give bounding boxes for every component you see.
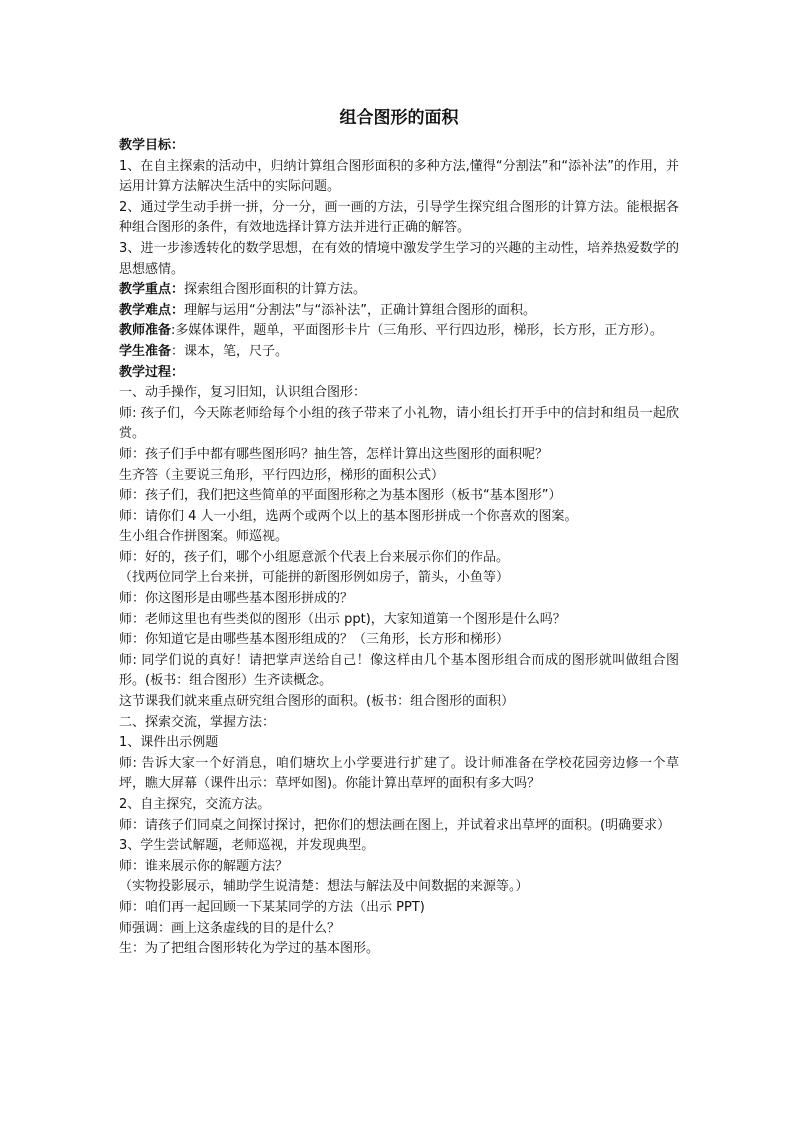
teacher-prep-text: :多媒体课件，题单，平面图形卡片（三角形、平行四边形，梯形，长方形，正方形）。 [171,323,663,339]
student-prep-label: 学生准备 [119,343,172,359]
paragraph: 师：孩子们，我们把这些简单的平面图形称之为基本图形（板书“基本图形”） [119,488,562,504]
key-point-label: 教学重点： [119,282,185,298]
difficulty-text: 理解与运用“分割法”与“添补法”，正确计算组合图形的面积。 [184,302,536,318]
key-point-line [119,280,679,301]
paragraph: 师：请孩子们同桌之间探讨探讨，把你们的想法画在图上，并试着求出草坪的面积。(明确要求） [119,817,671,833]
paragraph: 1、课件出示例题 [119,735,219,751]
paragraph: （实物投影展示，辅助学生说清楚：想法与解法及中间数据的来源等。） [119,879,529,895]
objective-2: 2、通过学生动手拼一拼，分一分，画一画的方法，引导学生探究组合图形的计算方法。能根据各种组合图形的条件，有效地选择计算方法并进行正确的解答。 [119,199,679,236]
difficulty-label: 教学难点： [119,302,185,318]
paragraph: 师：老师这里也有些类似的图形（出示 ppt)，大家知道第一个图形是什么吗？ [119,611,566,627]
section-heading: 二、探索交流，掌握方法： [119,714,276,730]
paragraph: 这节课我们就来重点研究组合图形的面积。(板书：组合图形的面积） [119,694,515,710]
paragraph: 师: 告诉大家一个好消息，咱们塘坎上小学要进行扩建了。设计师准备在学校花园旁边修一个草坪，瞧大屏幕（课件出示：草坪如图)。你能计算出草坪的面积有多大吗？ [119,755,679,792]
paragraph: 师: 孩子们，今天陈老师给每个小组的孩子带来了小礼物，请小组长打开手中的信封和组员一起欣赏。 [119,405,679,442]
section-heading: 一、动手操作，复习旧知，认识组合图形： [119,385,367,401]
page-title: 组合图形的面积 [339,108,459,128]
paragraph: 师：孩子们手中都有哪些图形吗？抽生答，怎样计算出这些图形的面积呢？ [119,446,549,462]
paragraph: 师：请你们 4 人一小组，选两个或两个以上的基本图形拼成一个你喜欢的图案。 [119,508,578,524]
key-point-text: 探索组合图形面积的计算方法。 [184,282,367,298]
objective-1: 1、在自主探索的活动中，归纳计算组合图形面积的多种方法,懂得“分割法”和“添补法”的作用，并运用计算方法解决生活中的实际问题。 [119,158,679,195]
process-heading: 教学过程： [119,364,185,380]
teacher-prep-label: 教师准备 [119,323,172,339]
paragraph: 生：为了把组合图形转化为学过的基本图形。 [119,941,380,957]
objective-3: 3、进一步渗透转化的数学思想，在有效的情境中激发学生学习的兴趣的主动性，培养热爱数学的思想感情。 [119,240,679,277]
paragraph: 师: 同学们说的真好！请把掌声送给自己！像这样由几个基本图形组合而成的图形就叫做组合图形。(板书：组合图形）生齐读概念。 [119,652,679,689]
objectives-heading: 教学目标： [119,138,185,153]
document-body [119,106,679,960]
paragraph: 师：你知道它是由哪些基本图形组成的？（三角形，长方形和梯形） [119,632,510,648]
paragraph: 2、自主探究，交流方法。 [119,797,271,812]
paragraph: （找两位同学上台来拼，可能拼的新图形例如房子，箭头，小鱼等） [119,570,510,586]
paragraph: 生小组合作拼图案。师巡视。 [119,529,289,545]
paragraph: 生齐答（主要说三角形，平行四边形，梯形的面积公式） [119,467,445,483]
paragraph: 师：你这图形是由哪些基本图形拼成的？ [119,591,354,607]
paragraph: 师：谁来展示你的解题方法？ [119,858,289,874]
student-prep-line [119,342,679,363]
paragraph: 3、学生尝试解题，老师巡视，并发现典型。 [119,838,375,854]
paragraph: 师强调：画上这条虚线的目的是什么？ [119,920,341,936]
paragraph: 师：好的，孩子们，哪个小组愿意派个代表上台来展示你们的作品。 [119,549,510,565]
paragraph: 师：咱们再一起回顾一下某某同学的方法（出示 PPT) [119,899,425,915]
difficulty-line [119,301,679,322]
teacher-prep-line [119,321,679,342]
student-prep-text: ：课本，笔，尺子。 [171,343,289,359]
